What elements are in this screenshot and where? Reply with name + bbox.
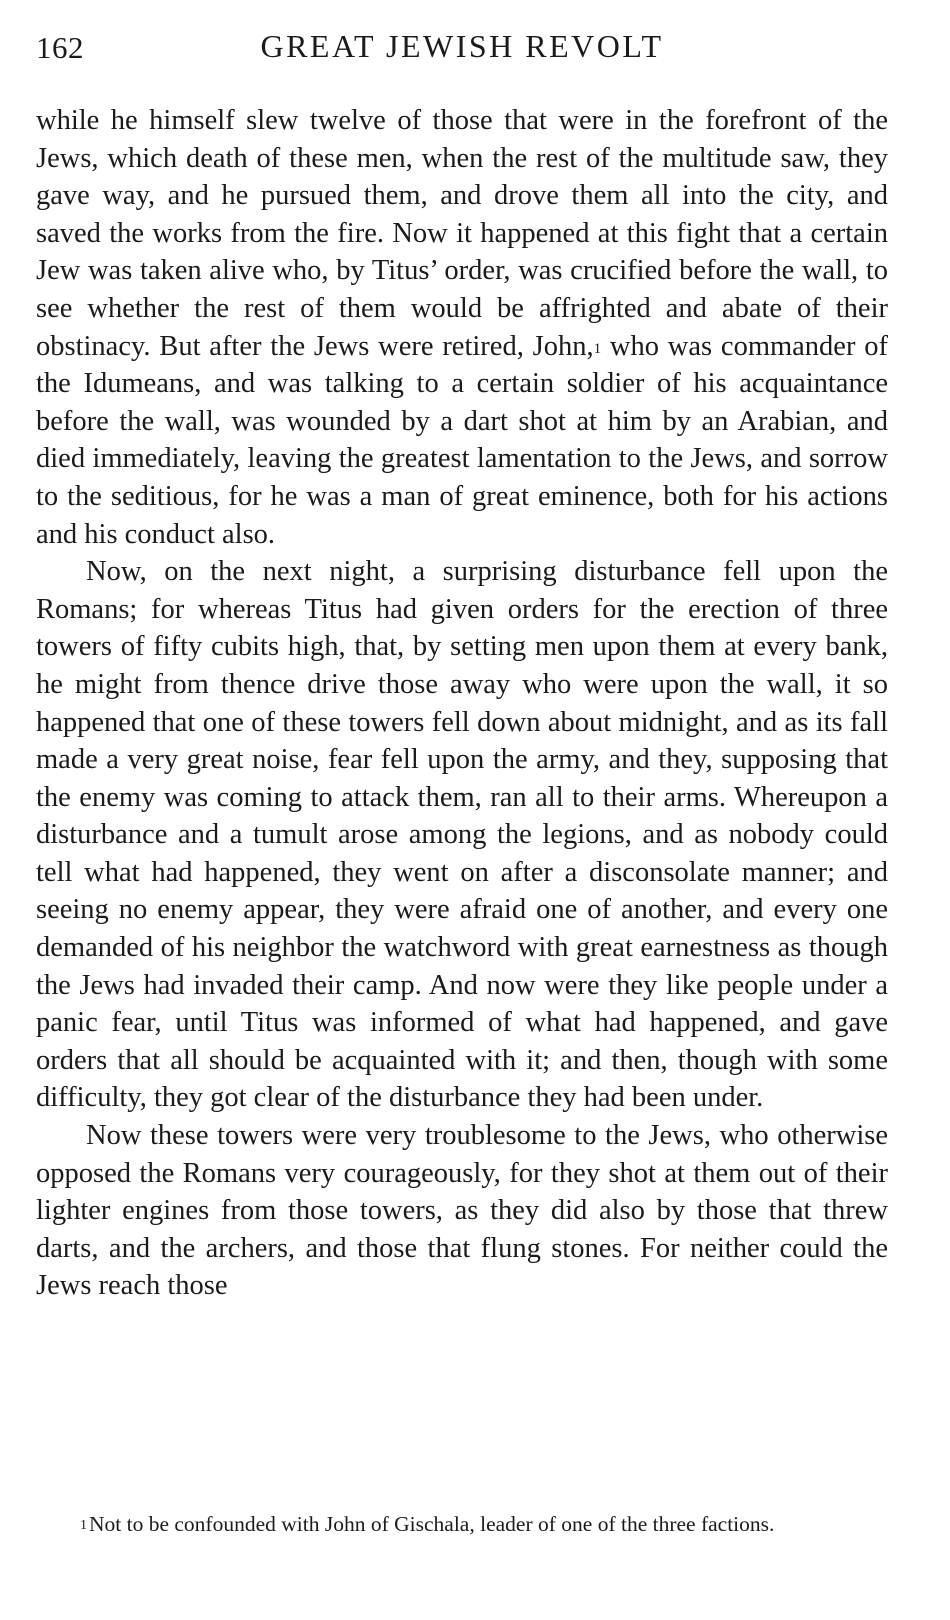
paragraph-1-text-a: while he himself slew twelve of those that were in the forefront of the Jews, which death of these men, when the rest of the multitude saw, they gave way, and he pursued them, and drove them all into the city, and saved the works from the fire. Now it happened at this fight that a certain Jew was taken alive who, by Titus’ order, was crucified before the wall, to see whether the rest of them would be affrighted and abate of their obstinacy. But after the Jews were retired, John, [36,105,888,362]
main-text [36,102,888,1305]
footnote-marker: 1 [80,1518,87,1533]
footnote [36,1508,888,1540]
paragraph-2: Now, on the next night, a surprising disturbance fell upon the Romans; for whereas Titus had given orders for the erection of three towers of fifty cubits high, that, by setting men upon them at every bank, he might from thence drive those away who were upon the wall, it so happened that one of these towers fell down about midnight, and as its fall made a very great noise, fear fell upon the army, and they, supposing that the enemy was coming to attack them, ran all to their arms. Whereupon a disturbance and a tumult arose among the legions, and as nobody could tell what had happened, they went on after a disconsolate manner; and seeing no enemy appear, they were afraid one of another, and every one demanded of his neighbor the watchword with great earnestness as though the Jews had invaded their camp. And now were they like people under a panic fear, until Titus was informed of what had happened, and gave orders that all should be acquainted with it; and then, though with some difficulty, they got clear of the disturbance they had been under. [36,556,888,1114]
footnote-reference: 1 [593,340,602,357]
running-title: GREAT JEWISH REVOLT [260,28,664,64]
paragraph-3: Now these towers were very troublesome to the Jews, who otherwise opposed the Romans very courageously, for they shot at them out of their lighter engines from those towers, as they did also by those that threw darts, and the archers, and those that flung stones. For neither could the Jews reach those [36,1120,888,1302]
page-number: 162 [36,30,84,65]
footnote-separator [36,1495,888,1496]
paragraph-1 [36,102,888,553]
page-header [36,28,888,76]
paragraph-1-text-b: who was commander of the Idumeans, and was talking to a certain soldier of his acquaintance before the wall, was wounded by a dart shot at him by an Arabian, and died immediately, leaving the greatest lamentation to the Jews, and sorrow to the seditious, for he was a man of great eminence, both for his actions and his conduct also. [36,330,888,550]
footnote-text: Not to be confounded with John of Gischala, leader of one of the three factions. [89,1512,775,1536]
